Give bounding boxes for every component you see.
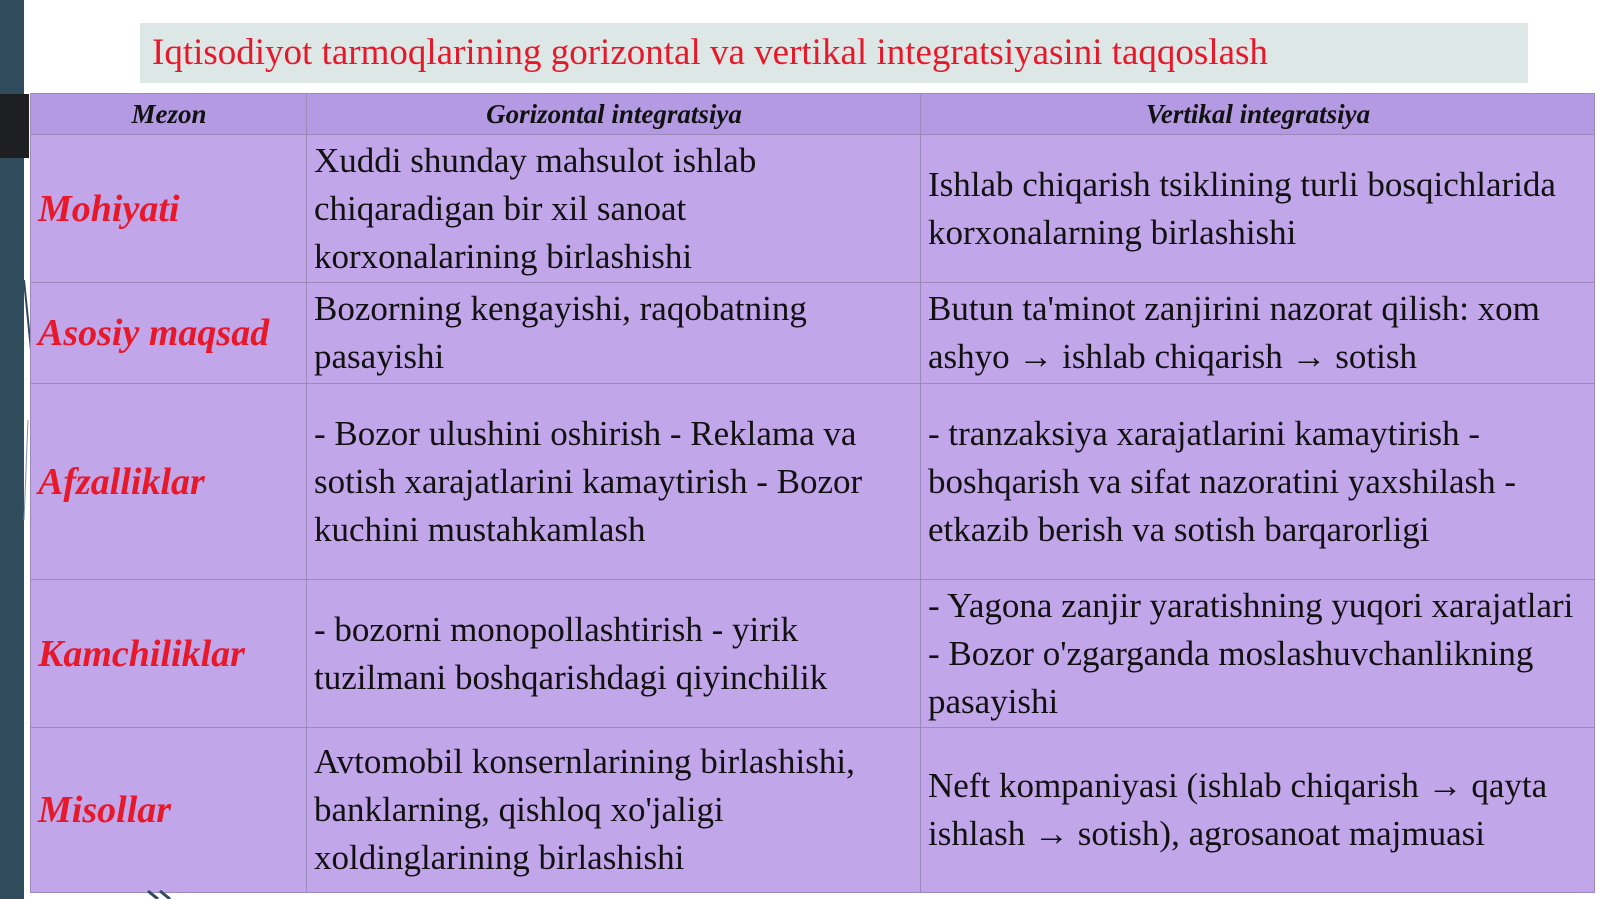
table-row (31, 135, 1595, 283)
header-vertical: Vertikal integratsiya (921, 94, 1595, 135)
row-criterion: Mohiyati (31, 135, 307, 283)
slide-title-box (140, 23, 1528, 83)
row-criterion: Kamchiliklar (31, 580, 307, 728)
row-criterion: Asosiy maqsad (31, 283, 307, 384)
table-row (31, 728, 1595, 893)
row-vertical-cell: - tranzaksiya xarajatlarini kamaytirish - boshqarish va sifat nazoratini yaxshilash - etkazib berish va sotish barqarorligi (921, 384, 1595, 580)
table-row (31, 283, 1595, 384)
header-criterion: Mezon (31, 94, 307, 135)
bottom-decoration (130, 889, 190, 899)
row-vertical-cell: - Yagona zanjir yaratishning yuqori xarajatlari - Bozor o'zgarganda moslashuvchanlikning pasayishi (921, 580, 1595, 728)
row-criterion: Afzalliklar (31, 384, 307, 580)
header-horizontal: Gorizontal integratsiya (307, 94, 921, 135)
row-horizontal-cell: Bozorning kengayishi, raqobatning pasayishi (307, 283, 921, 384)
table-row (31, 384, 1595, 580)
table-header-row (31, 94, 1595, 135)
row-vertical-cell: Ishlab chiqarish tsiklining turli bosqichlarida korxonalarning birlashishi (921, 135, 1595, 283)
row-horizontal-cell: - Bozor ulushini oshirish - Reklama va sotish xarajatlarini kamaytirish - Bozor kuchini mustahkamlash (307, 384, 921, 580)
row-horizontal-cell: - bozorni monopollashtirish - yirik tuzilmani boshqarishdagi qiyinchilik (307, 580, 921, 728)
row-horizontal-cell: Xuddi shunday mahsulot ishlab chiqaradigan bir xil sanoat korxonalarining birlashishi (307, 135, 921, 283)
slide-title: Iqtisodiyot tarmoqlarining gorizontal va vertikal integratsiyasini taqqoslash (152, 32, 1268, 73)
table-row (31, 580, 1595, 728)
row-criterion: Misollar (31, 728, 307, 893)
row-vertical-cell: Neft kompaniyasi (ishlab chiqarish → qayta ishlash → sotish), agrosanoat majmuasi (921, 728, 1595, 893)
comparison-table (30, 93, 1595, 893)
row-horizontal-cell: Avtomobil konsernlarining birlashishi, banklarning, qishloq xo'jaligi xoldinglarining birlashishi (307, 728, 921, 893)
row-vertical-cell: Butun ta'minot zanjirini nazorat qilish: xom ashyo → ishlab chiqarish → sotish (921, 283, 1595, 384)
